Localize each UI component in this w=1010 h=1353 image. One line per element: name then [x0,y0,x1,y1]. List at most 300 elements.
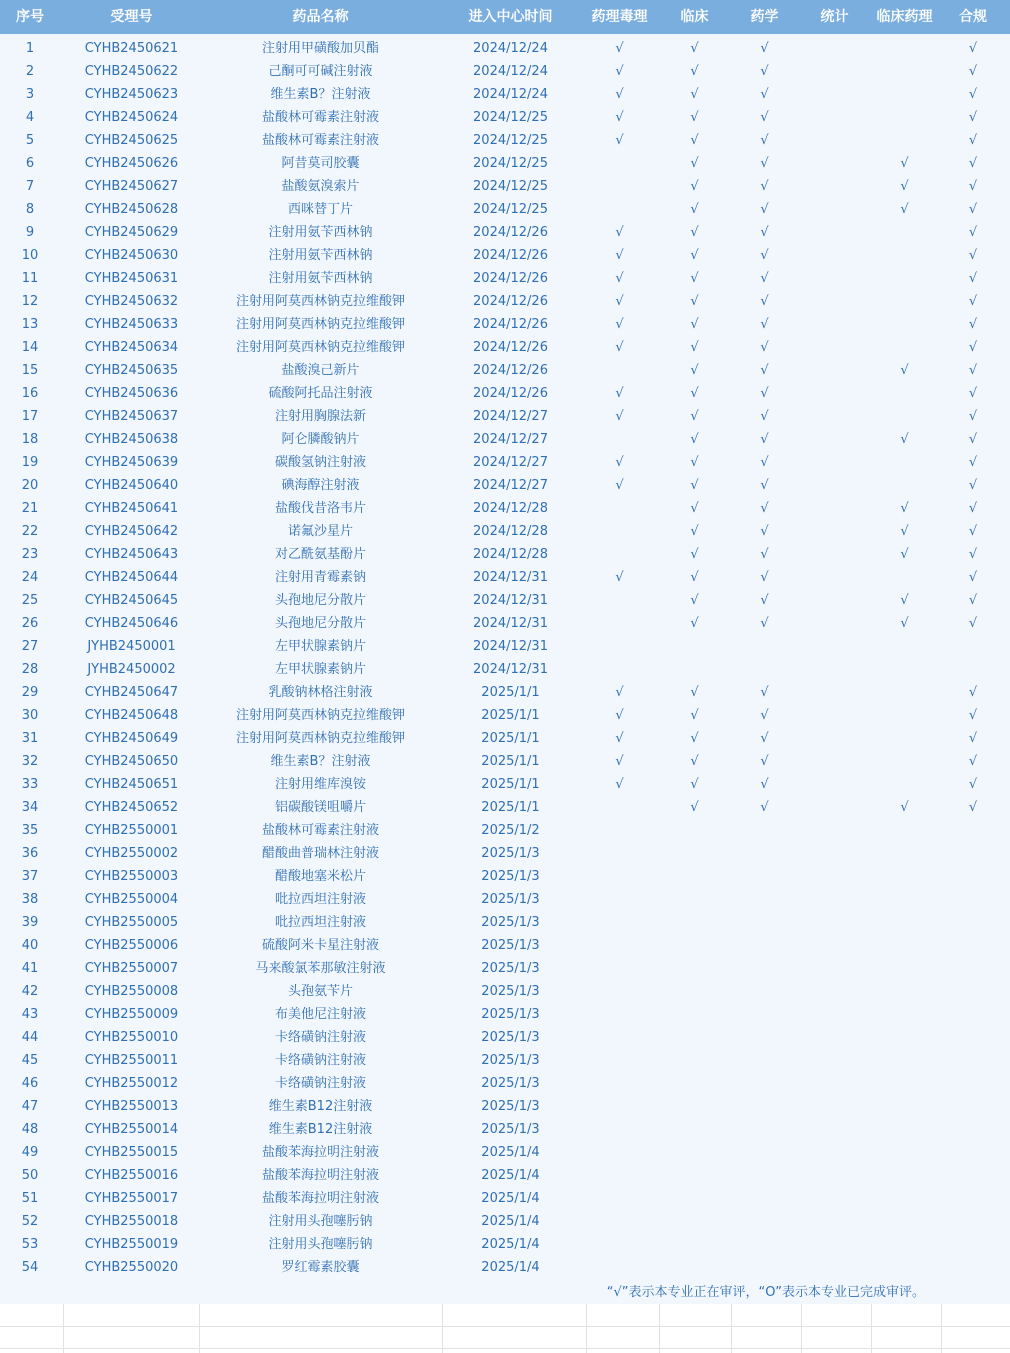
drug-name: 盐酸林可霉素注射液 [261,110,379,125]
acceptance-no: CYHB2450639 [84,455,179,470]
drug-name: 乳酸钠林格注射液 [268,685,373,700]
empty-spreadsheet-grid [0,1304,1010,1353]
acceptance-no: CYHB2450651 [84,777,179,792]
compliance-mark: √ [968,524,978,539]
acceptance-no: CYHB2550018 [84,1214,179,1229]
pharmacy-mark: √ [760,501,769,516]
clinical-mark: √ [690,570,699,585]
entry-time: 2024/12/26 [473,294,548,309]
row-index: 26 [21,616,39,631]
clinical-mark: √ [690,616,699,631]
table-row [0,83,1010,106]
table-row [0,1210,1010,1233]
grid-line [871,1304,872,1353]
acceptance-no: CYHB2450640 [84,478,179,493]
entry-time: 2024/12/25 [473,110,548,125]
pharmacology-toxicology-mark: √ [615,754,624,769]
drug-name: 吡拉西坦注射液 [274,892,366,907]
acceptance-no: CYHB2450644 [84,570,179,585]
table-rows [0,37,1010,1279]
pharmacy-mark: √ [760,317,769,332]
compliance-mark: √ [968,248,978,263]
pharmacology-toxicology-mark: √ [615,87,624,102]
table-row [0,474,1010,497]
row-index: 47 [21,1099,39,1114]
clinical-mark: √ [690,202,699,217]
pharmacology-toxicology-mark: √ [615,731,624,746]
compliance-mark: √ [968,294,978,309]
pharmacology-toxicology-mark: √ [615,340,624,355]
drug-name: 硫酸阿托品注射液 [268,386,373,401]
row-index: 1 [25,41,35,56]
entry-time: 2024/12/27 [473,455,548,470]
acceptance-no: CYHB2450624 [84,110,179,125]
drug-name: 铝碳酸镁咀嚼片 [274,800,366,815]
grid-line [731,1304,732,1353]
row-index: 27 [21,639,39,654]
clinical-pharmacology-mark: √ [900,800,909,815]
pharmacy-mark: √ [760,41,769,56]
clinical-mark: √ [690,432,699,447]
compliance-mark: √ [968,225,978,240]
table-row [0,980,1010,1003]
compliance-mark: √ [968,363,978,378]
pharmacology-toxicology-mark: √ [615,386,624,401]
clinical-mark: √ [690,248,699,263]
row-index: 13 [21,317,39,332]
entry-time: 2024/12/28 [473,501,548,516]
row-index: 41 [21,961,39,976]
acceptance-no: CYHB2550006 [84,938,179,953]
entry-time: 2025/1/1 [481,777,540,792]
entry-time: 2025/1/3 [481,1030,540,1045]
pharmacy-mark: √ [760,455,769,470]
table-row [0,405,1010,428]
table-row [0,129,1010,152]
compliance-mark: √ [968,800,978,815]
acceptance-no: JYHB2450001 [87,639,176,654]
acceptance-no: CYHB2450647 [84,685,179,700]
row-index: 18 [21,432,39,447]
compliance-mark: √ [968,110,978,125]
acceptance-no: CYHB2450642 [84,524,179,539]
pharmacy-mark: √ [760,409,769,424]
acceptance-no: CYHB2450626 [84,156,179,171]
row-index: 6 [25,156,35,171]
drug-name: 头孢氨苄片 [287,984,353,999]
clinical-pharmacology-mark: √ [900,524,909,539]
drug-name: 布美他尼注射液 [274,1007,366,1022]
clinical-mark: √ [690,685,699,700]
acceptance-no: CYHB2550010 [84,1030,179,1045]
drug-name: 阿昔莫司胶囊 [281,156,360,171]
drug-name: 醋酸地塞米松片 [274,869,366,884]
compliance-mark: √ [968,731,978,746]
drug-name: 注射用阿莫西林钠克拉维酸钾 [235,731,405,746]
acceptance-no: CYHB2450636 [84,386,179,401]
drug-name: 罗红霉素胶囊 [281,1260,360,1275]
entry-time: 2024/12/28 [473,524,548,539]
drug-name: 左甲状腺素钠片 [274,639,366,654]
table-row [0,290,1010,313]
compliance-mark: √ [968,708,978,723]
drug-name: 注射用阿莫西林钠克拉维酸钾 [235,294,405,309]
row-index: 53 [21,1237,39,1252]
entry-time: 2025/1/3 [481,1099,540,1114]
entry-time: 2025/1/3 [481,1076,540,1091]
acceptance-no: CYHB2550017 [84,1191,179,1206]
drug-name: 醋酸曲普瑞林注射液 [261,846,379,861]
drug-name: 注射用阿莫西林钠克拉维酸钾 [235,317,405,332]
row-index: 24 [21,570,39,585]
pharmacy-mark: √ [760,248,769,263]
row-index: 9 [25,225,35,240]
row-index: 4 [25,110,35,125]
compliance-mark: √ [968,87,978,102]
table-row [0,888,1010,911]
table-row [0,382,1010,405]
clinical-mark: √ [690,524,699,539]
compliance-mark: √ [968,202,978,217]
pharmacy-mark: √ [760,800,769,815]
grid-line [941,1304,942,1353]
drug-name: 盐酸林可霉素注射液 [261,133,379,148]
acceptance-no: CYHB2550003 [84,869,179,884]
table-row [0,336,1010,359]
pharmacy-mark: √ [760,570,769,585]
table-row [0,1233,1010,1256]
entry-time: 2024/12/24 [473,87,548,102]
row-index: 44 [21,1030,39,1045]
acceptance-no: CYHB2450634 [84,340,179,355]
entry-time: 2025/1/1 [481,708,540,723]
drug-name: 西咪替丁片 [287,202,353,217]
clinical-pharmacology-mark: √ [900,616,909,631]
grid-line [586,1304,587,1353]
header-clinical: 临床 [680,9,709,25]
acceptance-no: CYHB2550015 [84,1145,179,1160]
table-row [0,198,1010,221]
drug-name: 头孢地尼分散片 [274,616,366,631]
drug-name: 马来酸氯苯那敏注射液 [255,961,386,976]
acceptance-no: CYHB2550019 [84,1237,179,1252]
drug-name: 左甲状腺素钠片 [274,662,366,677]
pharmacology-toxicology-mark: √ [615,708,624,723]
clinical-pharmacology-mark: √ [900,501,909,516]
table-row [0,359,1010,382]
table-row [0,221,1010,244]
row-index: 33 [21,777,39,792]
drug-name: 盐酸苯海拉明注射液 [261,1168,379,1183]
row-index: 48 [21,1122,39,1137]
pharmacy-mark: √ [760,478,769,493]
drug-name: 卡络磺钠注射液 [274,1076,366,1091]
entry-time: 2025/1/3 [481,1007,540,1022]
table-row [0,1049,1010,1072]
grid-line [442,1304,443,1353]
header-pharmacy: 药学 [750,9,779,25]
row-index: 17 [21,409,39,424]
acceptance-no: CYHB2450630 [84,248,179,263]
drug-name: 注射用阿莫西林钠克拉维酸钾 [235,340,405,355]
table-row [0,1095,1010,1118]
header-compliance: 合规 [959,9,987,25]
pharmacology-toxicology-mark: √ [615,409,624,424]
row-index: 10 [21,248,39,263]
pharmacy-mark: √ [760,340,769,355]
clinical-mark: √ [690,777,699,792]
entry-time: 2024/12/24 [473,41,548,56]
clinical-mark: √ [690,478,699,493]
row-index: 39 [21,915,39,930]
clinical-mark: √ [690,317,699,332]
clinical-pharmacology-mark: √ [900,156,909,171]
entry-time: 2024/12/27 [473,409,548,424]
table-row [0,957,1010,980]
row-index: 38 [21,892,39,907]
table-row [0,543,1010,566]
row-index: 36 [21,846,39,861]
clinical-mark: √ [690,386,699,401]
drug-name: 盐酸伐昔洛韦片 [274,501,366,516]
pharmacy-mark: √ [760,363,769,378]
compliance-mark: √ [968,317,978,332]
row-index: 52 [21,1214,39,1229]
clinical-mark: √ [690,363,699,378]
acceptance-no: CYHB2450643 [84,547,179,562]
pharmacy-mark: √ [760,179,769,194]
entry-time: 2024/12/31 [473,570,548,585]
row-index: 8 [25,202,35,217]
drug-name: 注射用维库溴铵 [274,777,366,792]
drug-name: 盐酸溴己新片 [281,363,360,378]
acceptance-no: CYHB2550005 [84,915,179,930]
row-index: 15 [21,363,39,378]
entry-time: 2025/1/3 [481,1122,540,1137]
clinical-mark: √ [690,754,699,769]
entry-time: 2025/1/3 [481,984,540,999]
compliance-mark: √ [968,754,978,769]
drug-name: 对乙酰氨基酚片 [274,547,366,562]
drug-name: 盐酸苯海拉明注射液 [261,1145,379,1160]
row-index: 23 [21,547,39,562]
acceptance-no: CYHB2450645 [84,593,179,608]
pharmacy-mark: √ [760,386,769,401]
compliance-mark: √ [968,478,978,493]
drug-name: 碘海醇注射液 [281,478,360,493]
drug-name: 注射用氨苄西林钠 [268,271,373,286]
pharmacy-mark: √ [760,777,769,792]
row-index: 54 [21,1260,39,1275]
acceptance-no: CYHB2550001 [84,823,179,838]
row-index: 31 [21,731,39,746]
pharmacy-mark: √ [760,685,769,700]
clinical-mark: √ [690,547,699,562]
acceptance-no: CYHB2550008 [84,984,179,999]
acceptance-no: CYHB2550013 [84,1099,179,1114]
table-row [0,589,1010,612]
compliance-mark: √ [968,64,978,79]
acceptance-no: CYHB2450622 [84,64,179,79]
table-row [0,842,1010,865]
entry-time: 2024/12/25 [473,156,548,171]
compliance-mark: √ [968,133,978,148]
table-row [0,60,1010,83]
pharmacy-mark: √ [760,271,769,286]
compliance-mark: √ [968,179,978,194]
drug-name: 卡络磺钠注射液 [274,1053,366,1068]
table-row [0,175,1010,198]
acceptance-no: CYHB2450638 [84,432,179,447]
row-index: 42 [21,984,39,999]
drug-name: 盐酸氨溴索片 [281,179,360,194]
table-row [0,152,1010,175]
row-index: 45 [21,1053,39,1068]
table-row [0,681,1010,704]
clinical-mark: √ [690,593,699,608]
legend-note: “√”表示本专业正在审评，“O”表示本专业已完成审评。 [606,1285,925,1300]
compliance-mark: √ [968,41,978,56]
clinical-mark: √ [690,455,699,470]
row-index: 7 [25,179,35,194]
entry-time: 2024/12/25 [473,202,548,217]
clinical-mark: √ [690,294,699,309]
entry-time: 2025/1/3 [481,1053,540,1068]
row-index: 19 [21,455,39,470]
pharmacology-toxicology-mark: √ [615,777,624,792]
acceptance-no: CYHB2450623 [84,87,179,102]
acceptance-no: CYHB2550004 [84,892,179,907]
pharmacy-mark: √ [760,432,769,447]
acceptance-no: CYHB2550007 [84,961,179,976]
table-row [0,37,1010,60]
drug-name: 维生素B？注射液 [270,754,371,769]
clinical-mark: √ [690,110,699,125]
table-row [0,1003,1010,1026]
pharmacy-mark: √ [760,225,769,240]
compliance-mark: √ [968,501,978,516]
entry-time: 2024/12/26 [473,363,548,378]
drug-name: 维生素B12注射液 [268,1122,373,1137]
compliance-mark: √ [968,777,978,792]
acceptance-no: CYHB2450627 [84,179,179,194]
row-index: 32 [21,754,39,769]
pharmacology-toxicology-mark: √ [615,64,624,79]
acceptance-no: CYHB2450650 [84,754,179,769]
header-entry-time: 进入中心时间 [468,9,553,25]
row-index: 46 [21,1076,39,1091]
entry-time: 2025/1/3 [481,915,540,930]
table-row [0,750,1010,773]
grid-line [0,1348,1010,1349]
drug-name: 维生素B12注射液 [268,1099,373,1114]
table-row [0,612,1010,635]
table-body [0,34,1010,1304]
drug-name: 诺氟沙星片 [287,524,353,539]
table-row [0,428,1010,451]
row-index: 28 [21,662,39,677]
drug-name: 硫酸阿米卡星注射液 [261,938,379,953]
entry-time: 2025/1/4 [481,1191,540,1206]
entry-time: 2025/1/1 [481,754,540,769]
table-row [0,1256,1010,1279]
table-row [0,796,1010,819]
clinical-pharmacology-mark: √ [900,363,909,378]
pharmacy-mark: √ [760,616,769,631]
drug-name: 阿仑膦酸钠片 [281,432,360,447]
drug-name: 注射用甲磺酸加贝酯 [261,41,379,56]
acceptance-no: CYHB2550016 [84,1168,179,1183]
compliance-mark: √ [968,340,978,355]
clinical-mark: √ [690,225,699,240]
table-row [0,1072,1010,1095]
compliance-mark: √ [968,432,978,447]
pharmacy-mark: √ [760,156,769,171]
entry-time: 2024/12/26 [473,248,548,263]
row-index: 49 [21,1145,39,1160]
entry-time: 2025/1/1 [481,800,540,815]
drug-name: 注射用阿莫西林钠克拉维酸钾 [235,708,405,723]
row-index: 34 [21,800,39,815]
compliance-mark: √ [968,409,978,424]
row-index: 12 [21,294,39,309]
clinical-pharmacology-mark: √ [900,202,909,217]
pharmacology-toxicology-mark: √ [615,271,624,286]
entry-time: 2024/12/25 [473,133,548,148]
compliance-mark: √ [968,570,978,585]
entry-time: 2025/1/4 [481,1168,540,1183]
table-row [0,727,1010,750]
acceptance-no: JYHB2450002 [87,662,176,677]
entry-time: 2024/12/31 [473,593,548,608]
row-index: 22 [21,524,39,539]
acceptance-no: CYHB2550011 [84,1053,179,1068]
clinical-mark: √ [690,41,699,56]
drug-name: 盐酸林可霉素注射液 [261,823,379,838]
pharmacology-toxicology-mark: √ [615,248,624,263]
row-index: 20 [21,478,39,493]
grid-line [659,1304,660,1353]
acceptance-no: CYHB2450633 [84,317,179,332]
entry-time: 2024/12/31 [473,639,548,654]
pharmacy-mark: √ [760,524,769,539]
header-clinical-pharmacology: 临床药理 [876,9,933,25]
pharmacy-mark: √ [760,202,769,217]
table-row [0,520,1010,543]
acceptance-no: CYHB2450635 [84,363,179,378]
pharmacy-mark: √ [760,593,769,608]
compliance-mark: √ [968,616,978,631]
grid-line [0,1326,1010,1327]
clinical-mark: √ [690,409,699,424]
table-row [0,911,1010,934]
entry-time: 2024/12/26 [473,340,548,355]
pharmacology-toxicology-mark: √ [615,570,624,585]
entry-time: 2025/1/3 [481,938,540,953]
entry-time: 2025/1/4 [481,1145,540,1160]
drug-name: 盐酸苯海拉明注射液 [261,1191,379,1206]
compliance-mark: √ [968,593,978,608]
entry-time: 2025/1/3 [481,961,540,976]
clinical-mark: √ [690,501,699,516]
table-row [0,1164,1010,1187]
entry-time: 2024/12/26 [473,271,548,286]
entry-time: 2024/12/31 [473,662,548,677]
drug-name: 注射用胸腺法新 [274,409,366,424]
table-row [0,635,1010,658]
acceptance-no: CYHB2550012 [84,1076,179,1091]
clinical-mark: √ [690,179,699,194]
